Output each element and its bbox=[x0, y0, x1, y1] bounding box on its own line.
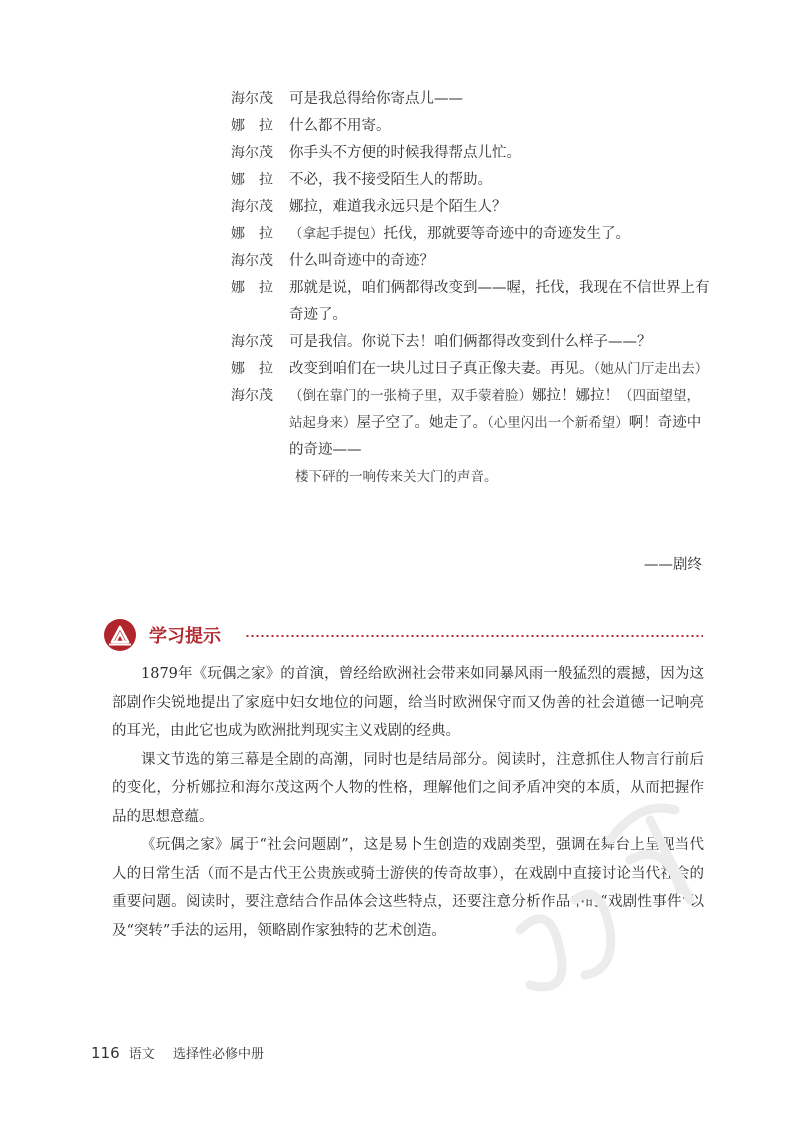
speaker-name: 海尔茂 bbox=[231, 334, 273, 350]
dialogue-line bbox=[231, 167, 711, 194]
page-number: 116 bbox=[91, 1044, 120, 1062]
dialogue-line bbox=[231, 194, 711, 221]
dialogue-line bbox=[231, 275, 711, 329]
dialogue-line bbox=[231, 113, 711, 140]
book-title: 选择性必修中册 bbox=[172, 1047, 264, 1062]
stage-direction: （心里闪出一个新希望） bbox=[487, 415, 629, 431]
speaker-name: 海尔茂 bbox=[231, 91, 273, 107]
dialogue-line bbox=[231, 221, 711, 248]
dialogue-line bbox=[231, 356, 711, 383]
speaker-name: 海尔茂 bbox=[231, 388, 273, 404]
stage-direction: （拿起手提包） bbox=[289, 226, 384, 242]
speech-text: 什么都不用寄。 bbox=[289, 118, 391, 134]
speech-text: 可是我总得给你寄点儿—— bbox=[289, 91, 463, 107]
closing-stage-note: 楼下砰的一响传来关大门的声音。 bbox=[295, 469, 498, 485]
play-dialogue bbox=[231, 86, 711, 491]
speaker-name: 海尔茂 bbox=[231, 145, 273, 161]
speech-fragment: 托伐，那就要等奇迹中的奇迹发生了。 bbox=[383, 226, 630, 242]
tips-paragraph: 1879年《玩偶之家》的首演，曾经给欧洲社会带来如同暴风雨一般猛烈的震撼，因为这部剧作尖锐地提出了家庭中妇女地位的问题，给当时欧洲保守而又伪善的社会道德一记响亮的耳光，由此它也成为欧洲批判现实主义戏剧的经典。 bbox=[112, 666, 704, 739]
study-tips-title: 学习提示 bbox=[149, 626, 221, 647]
dotted-divider bbox=[245, 635, 703, 637]
speech-text: 什么叫奇迹中的奇迹？ bbox=[289, 253, 434, 269]
dialogue-line bbox=[231, 140, 711, 167]
study-tips-body bbox=[112, 660, 704, 945]
speech-fragment: 屋子空了。她走了。 bbox=[356, 415, 487, 431]
study-tips-emblem-icon bbox=[103, 618, 137, 652]
stage-direction: （她从门厅走出去） bbox=[593, 361, 709, 377]
speech-text bbox=[289, 356, 711, 383]
dialogue-line bbox=[231, 383, 711, 464]
speech-text: 那就是说，咱们俩都得改变到——喔，托伐，我现在不信世界上有奇迹了。 bbox=[289, 280, 710, 323]
dialogue-line bbox=[231, 86, 711, 113]
dialogue-line bbox=[231, 329, 711, 356]
study-tips-header bbox=[103, 618, 703, 652]
speech-text bbox=[289, 221, 711, 248]
speaker-name: 海尔茂 bbox=[231, 253, 273, 269]
page-footer bbox=[91, 1043, 264, 1062]
tips-paragraph: 课文节选的第三幕是全剧的高潮，同时也是结局部分。阅读时，注意抓住人物言行前后的变化，分析娜拉和海尔茂这两个人物的性格，理解他们之间矛盾冲突的本质，从而把握作品的思想意蕴。 bbox=[112, 751, 704, 825]
speech-text bbox=[289, 383, 711, 464]
tips-paragraph: 《玩偶之家》属于“社会问题剧”，这是易卜生创造的戏剧类型，强调在舞台上呈现当代人的日常生活（而不是古代王公贵族或骑士游侠的传奇故事），在戏剧中直接讨论当代社会的重要问题。阅读时，要注意结合作品体会这些特点，还要注意分析作品中的“戏剧性事件”以及“突转”手法的运用，领略剧作家独特的艺术创造。 bbox=[112, 837, 704, 939]
speaker-name: 娜拉 bbox=[231, 361, 287, 377]
subject-label: 语文 bbox=[128, 1047, 155, 1062]
speaker-name: 娜拉 bbox=[231, 118, 287, 134]
play-end-mark: ——剧终 bbox=[644, 557, 702, 573]
speaker-name: 娜拉 bbox=[231, 172, 287, 188]
dialogue-line bbox=[231, 248, 711, 275]
speech-text: 娜拉，难道我永远只是个陌生人？ bbox=[289, 199, 507, 215]
speech-text: 你手头不方便的时候我得帮点儿忙。 bbox=[289, 145, 521, 161]
speaker-name: 娜拉 bbox=[231, 280, 287, 296]
speech-text: 可是我信。你说下去！咱们俩都得改变到什么样子——？ bbox=[289, 334, 652, 350]
stage-direction: （倒在靠门的一张椅子里，双手蒙着脸） bbox=[289, 388, 532, 404]
speech-fragment: 娜拉！娜拉！ bbox=[532, 388, 619, 404]
speech-fragment: 改变到咱们在一块儿过日子真正像夫妻。再见。 bbox=[289, 361, 594, 377]
speaker-name: 海尔茂 bbox=[231, 199, 273, 215]
speaker-name: 娜拉 bbox=[231, 226, 287, 242]
speech-text: 不必，我不接受陌生人的帮助。 bbox=[289, 172, 492, 188]
stage-direction: （四面望望，站起身来） bbox=[289, 388, 700, 431]
speech-fragment: 啊！奇迹中的奇迹—— bbox=[289, 415, 702, 458]
